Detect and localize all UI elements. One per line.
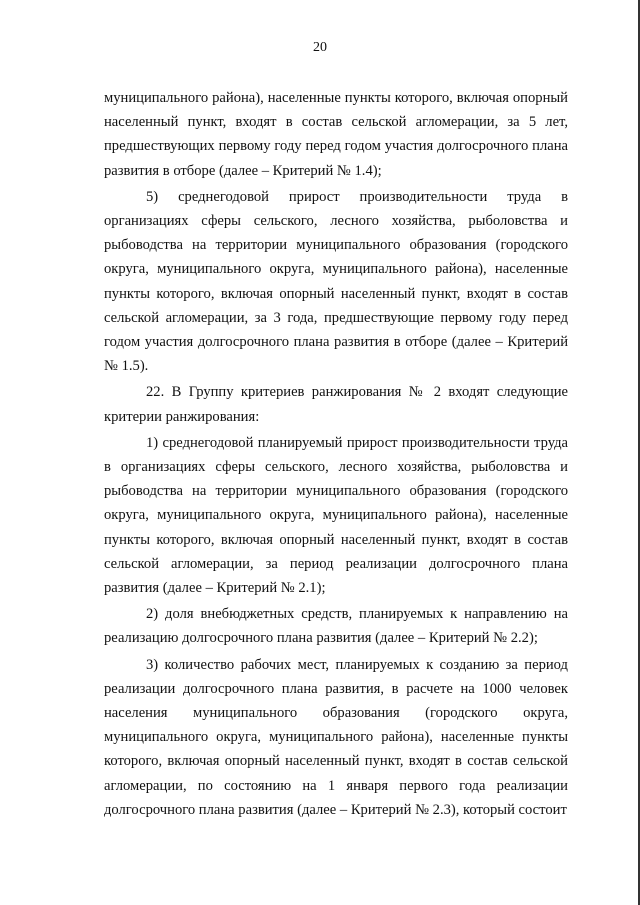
document-body [104,86,568,824]
paragraph-criterion-1-4-continuation: муниципального района), населенные пункты которого, включая опорный населенный пункт, входят в состав сельской агломерации, за 5 лет, предшествующих первому году перед годом участия долгосрочного плана развития в отборе (далее – Критерий № 1.4); [104,90,568,179]
paragraph-criterion-1-5: 5) среднегодовой прирост производительности труда в организациях сферы сельского, лесного хозяйства, рыболовства и рыбоводства на территории муниципального образования (городского округа, муниципального округа, муниципального района), населенные пункты которого, включая опорный населенный пункт, входят в состав сельской агломерации, за 3 года, предшествующие первому году перед годом участия долгосрочного плана развития в отборе (далее – Критерий № 1.5). [104,188,568,375]
paragraph-section-22: 22. В Группу критериев ранжирования № 2 входят следующие критерии ранжирования: [104,384,568,425]
paragraph-criterion-2-3: 3) количество рабочих мест, планируемых к созданию за период реализации долгосрочного плана развития, в расчете на 1000 человек населения муниципального образования (городского округа, муниципального округа, муниципального района), населенные пункты которого, включая опорный населенный пункт, входят в состав сельской агломерации, по состоянию на 1 января первого года реализации долгосрочного плана развития (далее – Критерий № 2.3), который состоит [104,656,568,818]
page-number: 20 [313,40,327,55]
paragraph-criterion-2-1: 1) среднегодовой планируемый прирост производительности труда в организациях сферы сельского, лесного хозяйства, рыболовства и рыбоводства на территории муниципального образования (городского округа, муниципального округа, муниципального района), населенные пункты которого, включая опорный населенный пункт, входят в состав сельской агломерации, за период реализации долгосрочного плана развития (далее – Критерий № 2.1); [104,434,568,597]
paragraph-criterion-2-2: 2) доля внебюджетных средств, планируемых к направлению на реализацию долгосрочного плана развития (далее – Критерий № 2.2); [104,606,568,647]
